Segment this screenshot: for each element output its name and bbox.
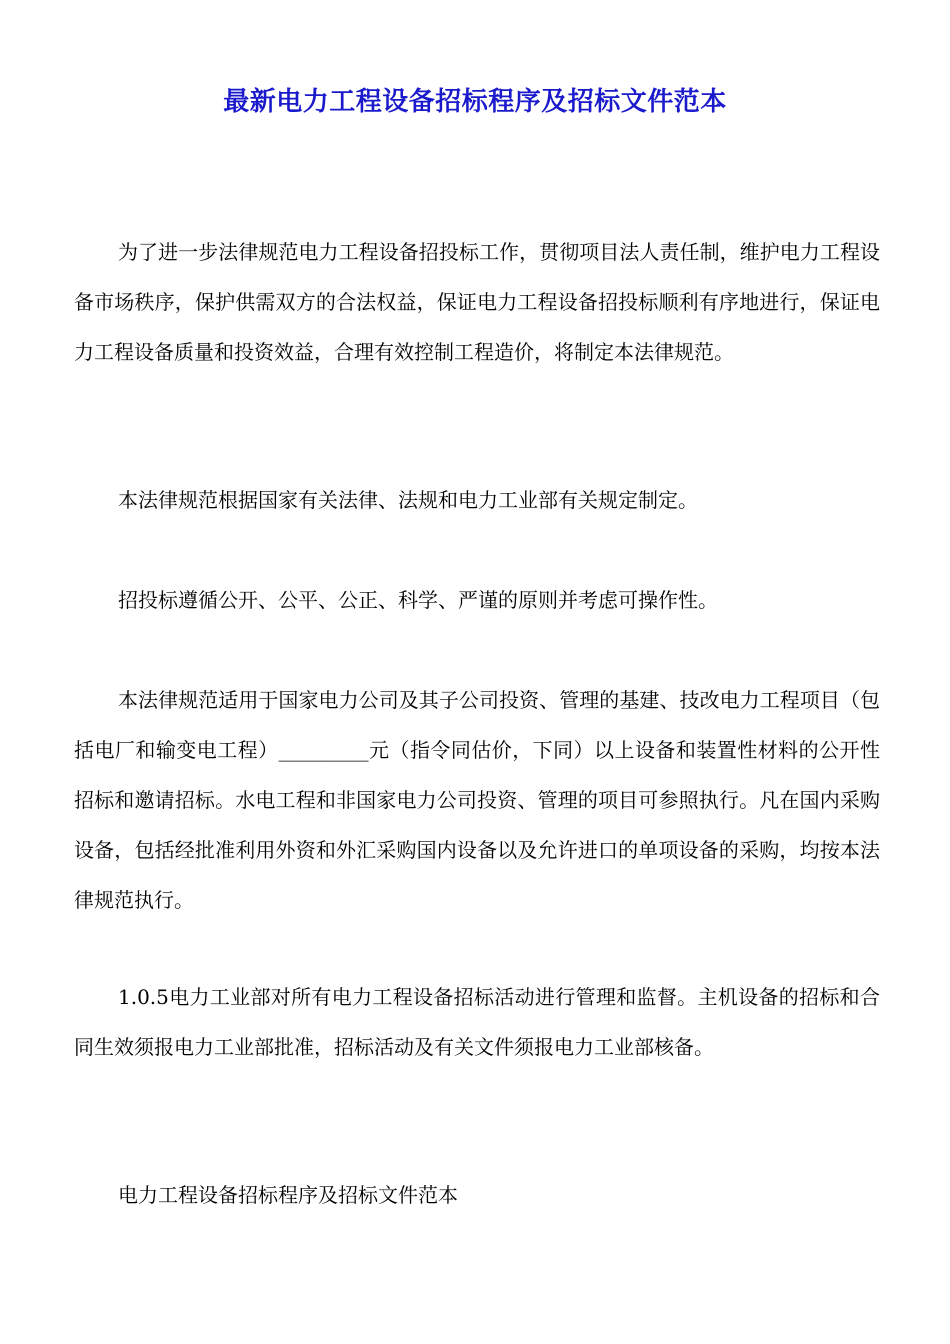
paragraph-principles: 招投标遵循公开、公平、公正、科学、严谨的原则并考虑可操作性。 bbox=[118, 588, 718, 612]
paragraph-purpose: 为了进一步法律规范电力工程设备招投标工作，贯彻项目法人责任制，维护电力工程设备市场秩序，保护供需双方的合法权益，保证电力工程设备招投标顺利有序地进行，保证电力工程设备质量和投资效益，合理有效控制工程造价，将制定本法律规范。 bbox=[74, 240, 880, 364]
paragraph-supervision: 1.0.5电力工业部对所有电力工程设备招标活动进行管理和监督。主机设备的招标和合同生效须报电力工业部批准，招标活动及有关文件须报电力工业部核备。 bbox=[74, 985, 880, 1059]
document-title: 最新电力工程设备招标程序及招标文件范本 bbox=[223, 87, 727, 117]
paragraph-section-heading: 电力工程设备招标程序及招标文件范本 bbox=[118, 1183, 458, 1207]
paragraph-basis: 本法律规范根据国家有关法律、法规和电力工业部有关规定制定。 bbox=[118, 488, 698, 512]
paragraph-scope: 本法律规范适用于国家电力公司及其子公司投资、管理的基建、技改电力工程项目（包括电厂和输变电工程）_________元（指令同估价，下同）以上设备和装置性材料的公开性招标和邀请招标。水电工程和非国家电力公司投资、管理的项目可参照执行。凡在国内采购设备，包括经批准利用外资和外汇采购国内设备以及允许进口的单项设备的采购，均按本法律规范执行。 bbox=[74, 688, 880, 912]
